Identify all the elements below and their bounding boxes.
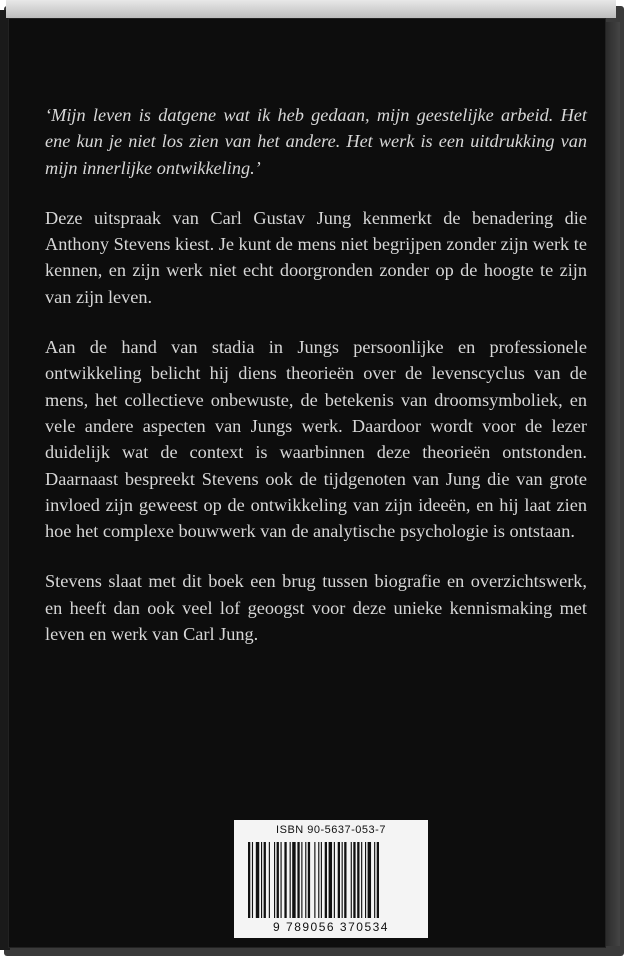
ean-digits: 9 789056 370534 [273,920,389,934]
blurb-paragraph-2: Aan de hand van stadia in Jungs persoonlijke en professionele ontwikkeling belicht hij diens theorieën over de levenscyclus van de mens, het collectieve onbewuste, de betekenis van droomsymboliek, en vele andere aspecten van Jungs werk. Daardoor wordt voor de lezer duidelijk wat de context is waarbinnen deze theorieën ontstonden. Daarnaast bespreekt Stevens ook de tijdgenoten van Jung die van grote invloed zijn geweest op de ontwikkeling van zijn ideeën, en hij laat zien hoe het complexe bouwwerk van de analytische psychologie is ontstaan. [45,337,587,542]
right-page-edge [606,22,620,946]
blurb-paragraph-1: Deze uitspraak van Carl Gustav Jung kenmerkt de benadering die Anthony Stevens kiest. Je kunt de mens niet begrijpen zonder zijn werk te kennen, en zijn werk niet echt doorgronden zonder op de hoogte te zijn van zijn leven. [45,207,587,307]
barcode-label [234,820,428,938]
top-page-edge [6,0,616,18]
barcode-bars [248,842,418,918]
back-cover [8,18,606,948]
jung-quote: ‘Mijn leven is datgene wat ik heb gedaan, mijn geestelijke arbeid. Het ene kun je niet los zien van het andere. Het werk is een uitdrukking van mijn innerlijke ontwikkeling.’ [45,105,587,178]
isbn-text: ISBN 90-5637-053-7 [276,824,386,836]
blurb-text [45,102,587,671]
blurb-paragraph-3: Stevens slaat met dit boek een brug tussen biografie en overzichtswerk, en heeft dan ook veel lof geoogst voor deze unieke kennismaking met leven en werk van Carl Jung. [45,571,587,645]
